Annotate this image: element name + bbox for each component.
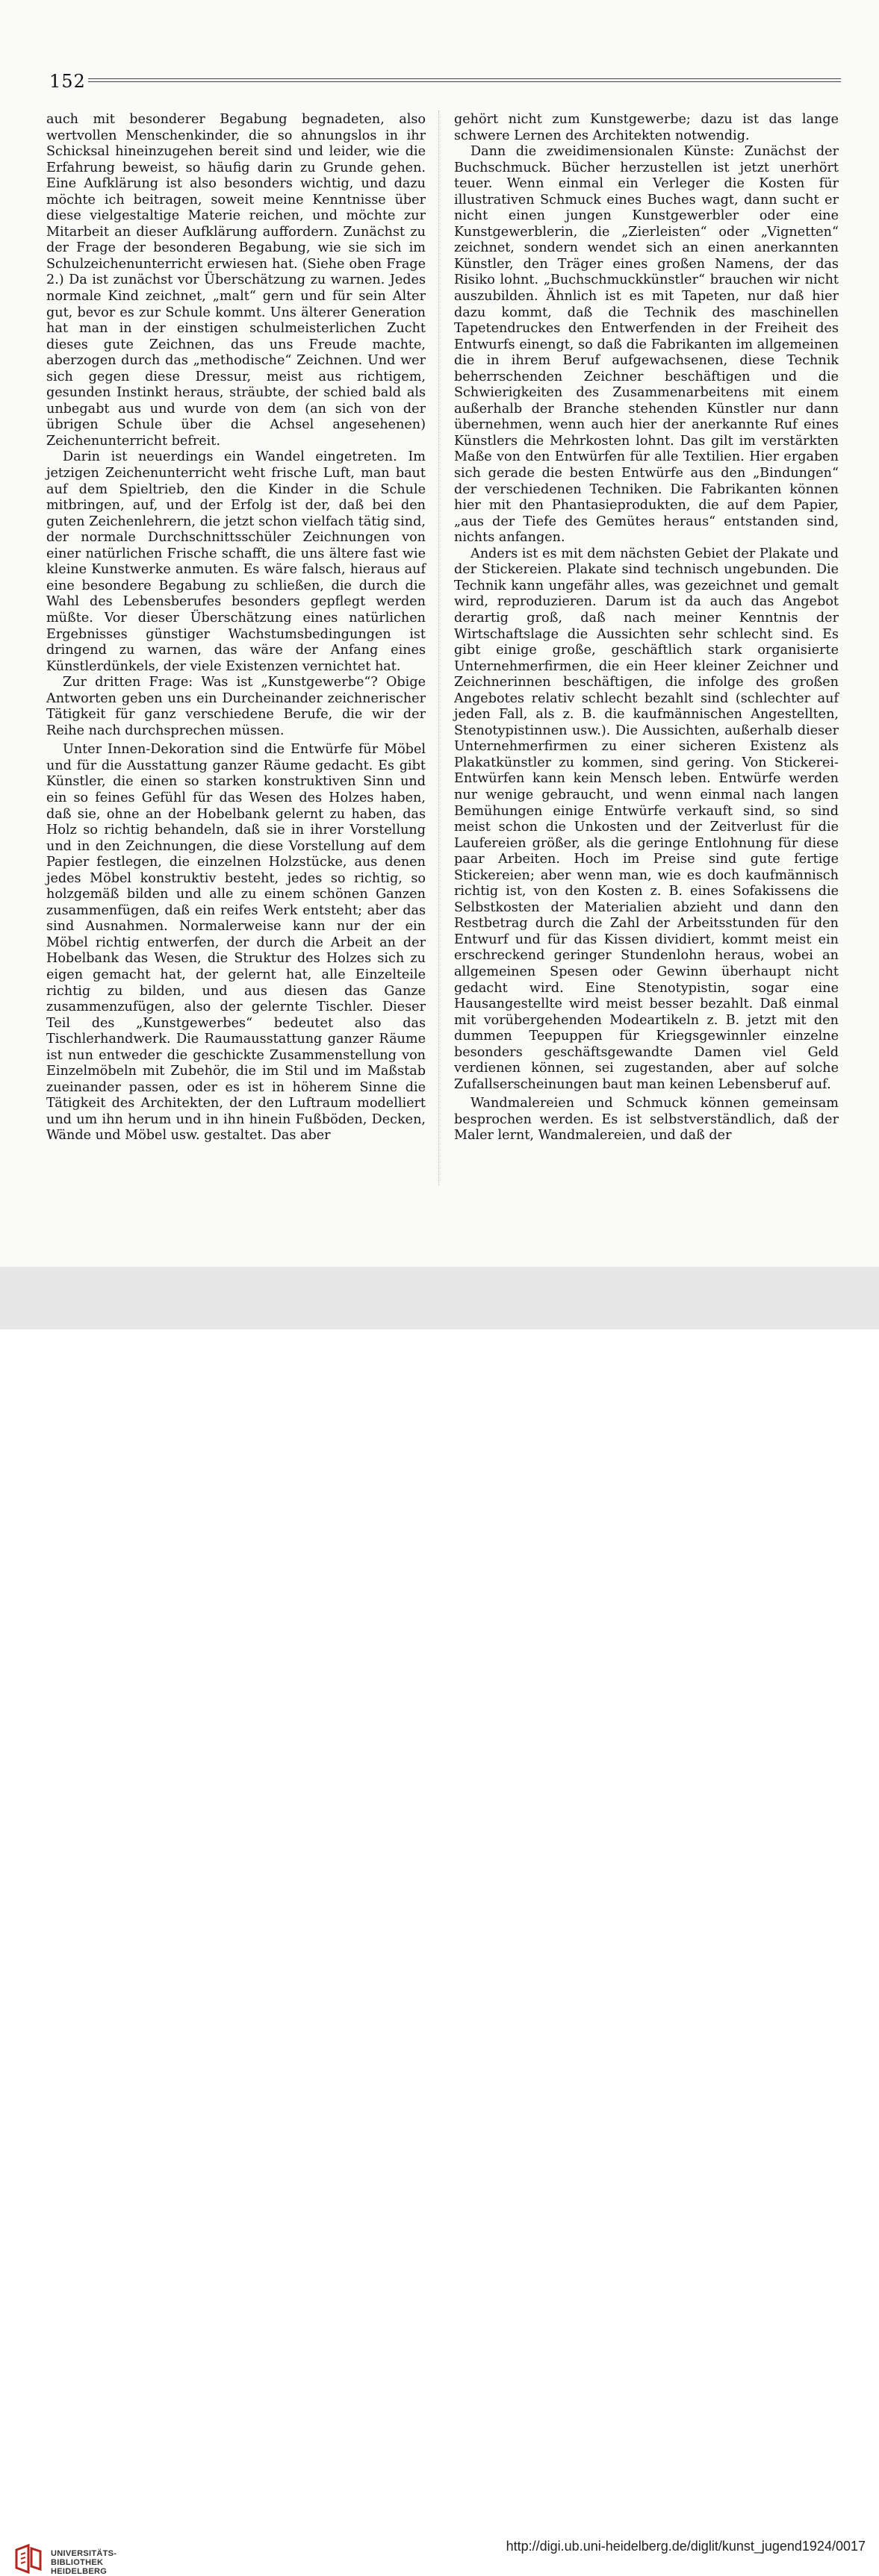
right-paragraph: Dann die zweidimensionalen Künste: Zunächst der Buchschmuck. Bücher herzustellen ist jetzt unerhört teuer. Wenn einmal ein Verleger die Kosten für illustrativen Schmuck eines Buches wagt, dann sucht er nicht einen jungen Kunstgewerbler oder eine Kunstgewerblerin, die „Zierleisten“ oder „Vignetten“ zeichnet, sondern wendet sich an einen anerkannten Künstler, den Träger eines großen Namens, der das Risiko lohnt. „Buchschmuckkünstler“ brauchen wir nicht auszubilden. Ähnlich ist es mit Tapeten, nur daß hier dazu kommt, daß die Technik des maschinellen Tapetendruckes den Entwerfenden in der Freiheit des Entwurfs einengt, so daß die Fabrikanten im allgemeinen die in ihrem Beruf aufgewachsenen, diese Technik beherrschenden Zeichner beschäftigen und die Schwierigkeiten des Zusammenarbeitens mit einem außerhalb der Branche stehenden Künstler nur dann übernehmen, wenn auch hier der anerkannte Ruf eines Künstlers die Mehrkosten lohnt. Das gilt im verstärkten Maße von den Entwürfen für alle Textilien. Hier ergaben sich gerade die besten Entwürfe aus den „Bindungen“ der verschiedenen Techniken. Die Fabrikanten können hier mit den Phantasieprodukten, die auf dem Papier, „aus der Tiefe des Gemütes heraus“ entstanden sind, nichts anfangen. [454, 144, 839, 546]
left-paragraph: Unter Innen-Dekoration sind die Entwürfe für Möbel und für die Ausstattung ganzer Räume gedacht. Es gibt Künstler, die einen so starken konstruktiven Sinn und ein so feines Gefühl für das Wesen des Holzes haben, daß sie, ohne an der Hobelbank gelernt zu haben, das Holz so richtig behandeln, daß sie in ihrer Vorstellung und in den Zeichnungen, die diese Vorstellung auf dem Papier festlegen, die einzelnen Holzstücke, aus denen jedes Möbel konstruktiv besteht, jedes so richtig, so holzgemäß bilden und alle zu einem schönen Ganzen zusammenfügen, daß ein reifes Werk entsteht; aber das sind Ausnahmen. Normalerweise kann nur der ein Möbel richtig entwerfen, der durch die Arbeit an der Hobelbank das Wesen, die Struktur des Holzes sich zu eigen gemacht hat, der gelernt hat, alle Einzelteile richtig zu bilden, und aus diesen das Ganze zusammenzufügen, also der gelernte Tischler. Dieser Teil des „Kunstgewerbes“ bedeutet also das Tischlerhandwerk. Die Raumausstattung ganzer Räume ist nun entweder die geschickte Zusammenstellung von Einzelmöbeln mit Zubehör, die im Stil und im Maßstab zueinander passen, oder es ist in höherem Sinne die Tätigkeit des Architekten, der den Luftraum modelliert und um ihn herum und in ihn hinein Fußböden, Decken, Wände und Möbel usw. gestaltet. Das aber [46, 742, 426, 1144]
header-rule [88, 78, 841, 82]
left-paragraph: Zur dritten Frage: Was ist „Kunstgewerbe“? Obige Antworten geben uns ein Durcheinander zeichnerischer Tätigkeit für ganz verschiedene Berufe, die wir der Reihe nach durchsprechen müssen. [46, 675, 426, 738]
scanned-page [0, 0, 879, 1267]
left-column [46, 112, 426, 1144]
logo-line: UNIVERSITÄTS- [51, 2549, 117, 2558]
right-paragraph: Wandmalereien und Schmuck können gemeinsam besprochen werden. Es ist selbstverständlich, daß der Maler lernt, Wandmalereien, und daß der [454, 1096, 839, 1144]
page-number: 152 [49, 71, 86, 92]
left-paragraph: Darin ist neuerdings ein Wandel eingetreten. Im jetzigen Zeichenunterricht weht frische Luft, man baut auf dem Spieltrieb, den die Kinder in die Schule mitbringen, auf, und der Erfolg ist der, daß bei den guten Zeichenlehrern, die jetzt schon vielfach tätig sind, der normale Durchschnittsschüler Zeichnungen von einer natürlichen Frische schafft, die uns ältere fast wie kleine Kunstwerke anmuten. Es wäre falsch, hieraus auf eine besondere Begabung zu schließen, die durch die Wahl des Lebensberufes besonders gepflegt werden müßte. Vor dieser Überschätzung eines natürlichen Ergebnisses günstiger Wachstumsbedingungen ist dringend zu warnen, das wäre der Anfang eines Künstlerdünkels, der viele Existenzen vernichtet hat. [46, 449, 426, 674]
logo-line: HEIDELBERG [51, 2567, 108, 2576]
library-logo-text[interactable] [51, 2549, 117, 2576]
right-column [454, 112, 839, 1144]
right-paragraph: gehört nicht zum Kunstgewerbe; dazu ist das lange schwere Lernen des Architekten notwendig. [454, 112, 839, 143]
column-gutter [438, 110, 439, 1185]
right-paragraph: Anders ist es mit dem nächsten Gebiet der Plakate und der Stickereien. Plakate sind technisch ungebunden. Die Technik kann ungefähr alles, was gezeichnet und gemalt wird, reproduzieren. Darum ist da auch das Angebot derartig groß, daß nach meiner Kenntnis der Wirtschaftslage die Aussichten sehr schlecht sind. Es gibt einige große, geschäftlich stark organisierte Unternehmerfirmen, die ein Heer kleiner Zeichner und Zeichnerinnen beschäftigen, die infolge des großen Angebotes relativ schlecht bezahlt sind (schlechter auf jeden Fall, als z. B. die kaufmännischen Angestellten, Stenotypistinnen usw.). Die Aussichten, außerhalb dieser Unternehmerfirmen zu einer sicheren Existenz als Plakatkünstler zu kommen, sind gering. Von Stickerei-Entwürfen kann kein Mensch leben. Entwürfe werden nur wenige gebraucht, und wenn einmal nach langen Bemühungen einige Entwürfe verkauft sind, so sind meist schon die Unkosten und der Zeitverlust für die Laufereien größer, als die geringe Entlohnung für diese paar Arbeiten. Hoch im Preise sind gute fertige Stickereien; aber wenn man, wie es doch kaufmännisch richtig ist, von den Kosten z. B. eines Sofakissens die Selbstkosten der Materialien abzieht und dann den Restbetrag durch die Zahl der Arbeitsstunden für den Entwurf und für das Kissen dividiert, kommt meist ein erschreckend geringer Stundenlohn heraus, wobei an allgemeinen Spesen oder Gewinn überhaupt nicht gedacht wird. Eine Stenotypistin, sogar eine Hausangestellte wird meist besser bezahlt. Daß einmal mit vorübergehenden Modeartikeln z. B. jetzt mit den dummen Teepuppen für Kriegsgewinnler einzelne besonders geschäftsgewandte Damen viel Geld verdienen können, sei zugestanden, aber auf solche Zufallserscheinungen baut man keinen Lebensberuf auf. [454, 546, 839, 1092]
logo-line: BIBLIOTHEK [51, 2558, 104, 2567]
library-logo-icon[interactable] [13, 2544, 43, 2574]
viewer-footer [0, 1267, 879, 2576]
permalink-url[interactable]: http://digi.ub.uni-heidelberg.de/diglit/kunst_jugend1924/0017 [506, 2539, 866, 2554]
left-paragraph: auch mit besonderer Begabung begnadeten, also wertvollen Menschenkinder, die so ahnungslos in ihr Schicksal hineinzugehen bereit sind und leider, wie die Erfahrung beweist, so häufig darin zu Grunde gehen. Eine Aufklärung ist also besonders wichtig, und dazu möchte ich beitragen, soweit meine Kenntnisse über diese vielgestaltige Materie reichen, und möchte zur Mitarbeit an dieser Aufklärung auffordern. Zunächst zu der Frage der besonderen Begabung, wie sie sich im Schulzeichenunterricht erwiesen hat. (Siehe oben Frage 2.) Da ist zunächst vor Überschätzung zu warnen. Jedes normale Kind zeichnet, „malt“ gern und für sein Alter gut, bevor es zur Schule kommt. Uns älterer Generation hat man in der einstigen schulmeisterlichen Zucht dieses gute Zeichnen, das uns Freude machte, aberzogen durch das „methodische“ Zeichnen. Und wer sich gegen diese Dressur, meist aus richtigem, gesunden Instinkt heraus, sträubte, der schied bald als unbegabt aus und wurde von dem (an sich von der übrigen Schule über die Achsel angesehenen) Zeichenunterricht befreit. [46, 112, 426, 449]
